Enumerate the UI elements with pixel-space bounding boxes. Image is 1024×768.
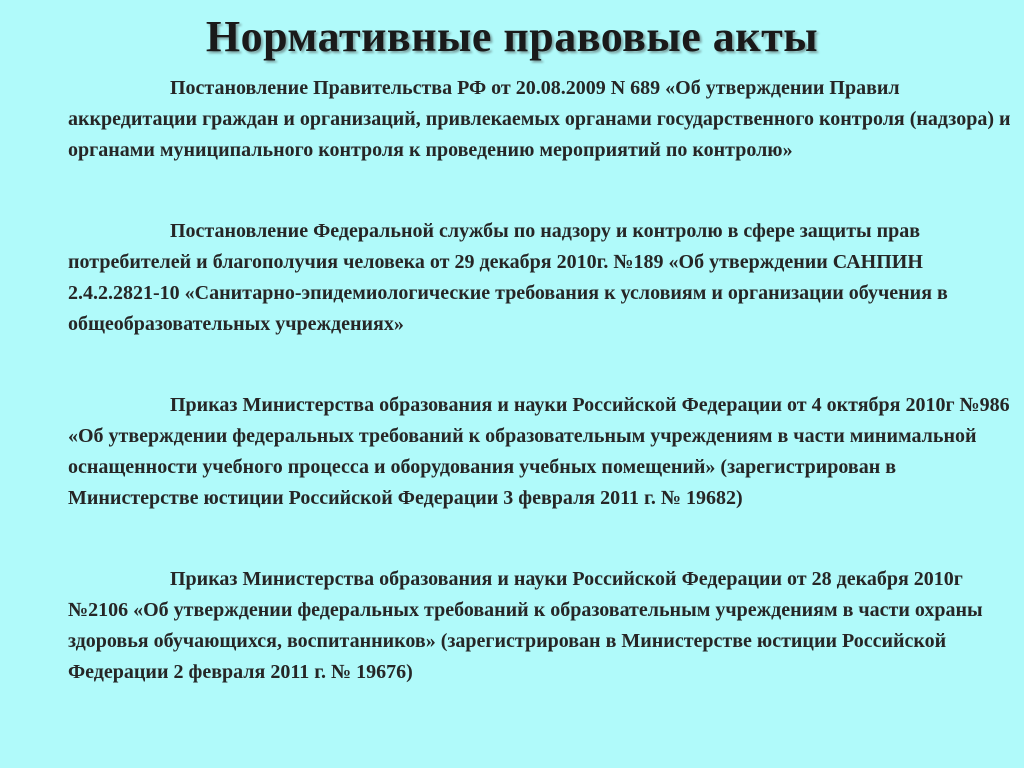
act-item-3: Приказ Министерства образования и науки Российской Федерации от 4 октября 2010г №986 «Об утверждении федеральных требований к образовательным учреждениям в части минимальной оснащенности учебного процесса и оборудования учебных помещений» (зарегистрирован в Министерстве юстиции Российской Федерации 3 февраля 2011 г. № 19682) [68, 394, 1010, 509]
act-item-1: Постановление Правительства РФ от 20.08.2009 N 689 «Об утверждении Правил аккредитации граждан и организаций, привлекаемых органами государственного контроля (надзора) и органами муниципального контроля к проведению мероприятий по контролю» [68, 77, 1011, 161]
slide-title: Нормативные правовые акты [205, 12, 819, 61]
act-item-2: Постановление Федеральной службы по надзору и контролю в сфере защиты прав потребителей и благополучия человека от 29 декабря 2010г. №189 «Об утверждении САНПИН 2.4.2.2821-10 «Санитарно-эпидемиологические требования к условиям и организации обучения в общеобразовательных учреждениях» [68, 220, 948, 335]
slide-body [68, 73, 1014, 688]
act-item-4: Приказ Министерства образования и науки Российской Федерации от 28 декабря 2010г №2106 «Об утверждении федеральных требований к образовательным учреждениям в части охраны здоровья обучающихся, воспитанников» (зарегистрирован в Министерстве юстиции Российской Федерации 2 февраля 2011 г. № 19676) [68, 568, 983, 683]
